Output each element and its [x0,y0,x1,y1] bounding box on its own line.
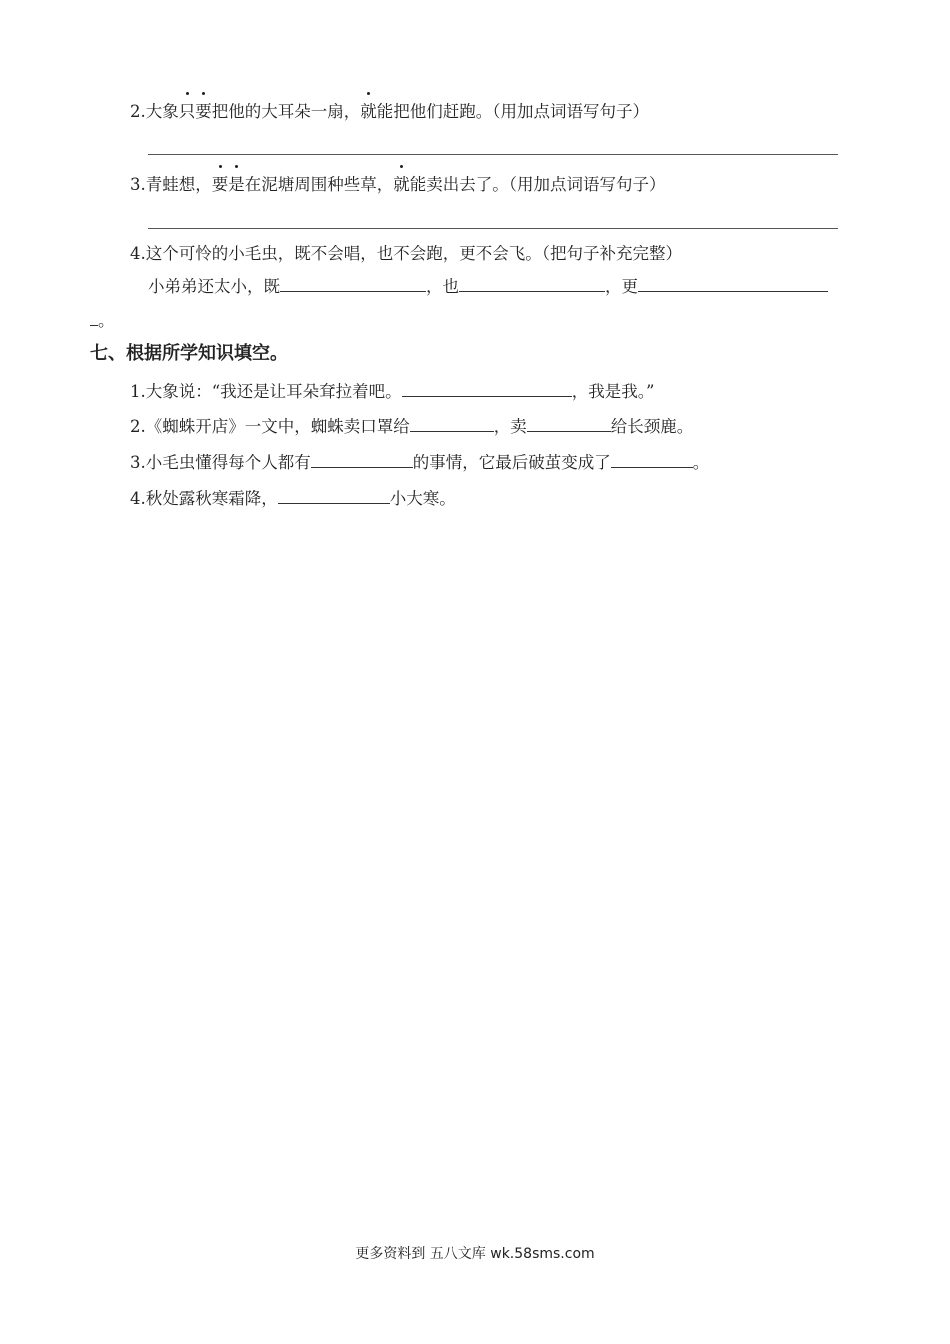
fill-blank[interactable] [90,310,98,326]
dotted-char: 要 [195,100,212,124]
question-text: 能把他们赶跑。（用加点词语写句子） [376,102,649,121]
dotted-char: 就 [393,173,410,197]
fill-blank[interactable] [527,416,611,432]
dotted-char: 是 [228,173,245,197]
question-4 [130,242,682,266]
fill-blank[interactable] [402,381,572,397]
item-number: 4. [130,489,146,508]
question-4-answer [148,275,828,299]
question-3 [130,173,666,197]
answer-text: 小弟弟还太小，既 [148,277,280,296]
question-number: 4. [130,244,146,263]
section7-item-1 [130,380,654,404]
dotted-char: 要 [212,173,229,197]
fill-blank[interactable] [410,416,494,432]
section-heading: 七、根据所学知识填空。 [90,343,288,364]
question-number: 3. [130,175,146,194]
answer-line[interactable] [148,154,838,155]
item-text: 大象说：“我还是让耳朵耷拉着吧。 [145,382,402,401]
dotted-char: 就 [360,100,377,124]
item-text: 小毛虫懂得每个人都有 [145,453,311,472]
fill-blank[interactable] [638,276,828,292]
question-4-answer-continued [90,309,115,333]
item-number: 2. [130,417,146,436]
question-text: 大象 [145,102,179,121]
item-text: ，卖 [493,417,527,436]
section7-item-3 [130,451,709,475]
answer-text: ，也 [426,277,459,296]
fill-blank[interactable] [459,276,605,292]
question-2 [130,100,649,124]
item-text: 。 [692,453,710,472]
item-text: 的事情，它最后破茧变成了 [412,453,611,472]
item-number: 1. [130,382,146,401]
question-text: 这个可怜的小毛虫，既不会唱，也不会跑，更不会飞。（把句子补充完整） [145,244,682,263]
page-footer: 更多资料到 五八文库 wk.58sms.com [355,1246,595,1262]
fill-blank[interactable] [280,276,426,292]
item-text: 《蜘蛛开店》一文中，蜘蛛卖口罩给 [145,417,410,436]
fill-blank[interactable] [611,452,693,468]
fill-blank[interactable] [278,488,390,504]
answer-text: ，更 [605,277,638,296]
item-text: ，我是我。” [571,382,655,401]
item-text: 秋处露秋寒霜降， [145,489,278,508]
item-text: 给长颈鹿。 [610,417,694,436]
question-number: 2. [130,102,146,121]
dotted-char: 只 [179,100,196,124]
question-text: 能卖出去了。（用加点词语写句子） [409,175,666,194]
item-text: 小大寒。 [389,489,456,508]
fill-blank[interactable] [311,452,413,468]
item-number: 3. [130,453,146,472]
question-text: 在泥塘周围种些草， [244,175,394,194]
answer-line[interactable] [148,228,838,229]
answer-text: 。 [98,311,115,330]
question-text: 把他的大耳朵一扇， [211,102,361,121]
section7-item-4 [130,487,456,511]
section7-item-2 [130,415,693,439]
question-text: 青蛙想， [145,175,212,194]
